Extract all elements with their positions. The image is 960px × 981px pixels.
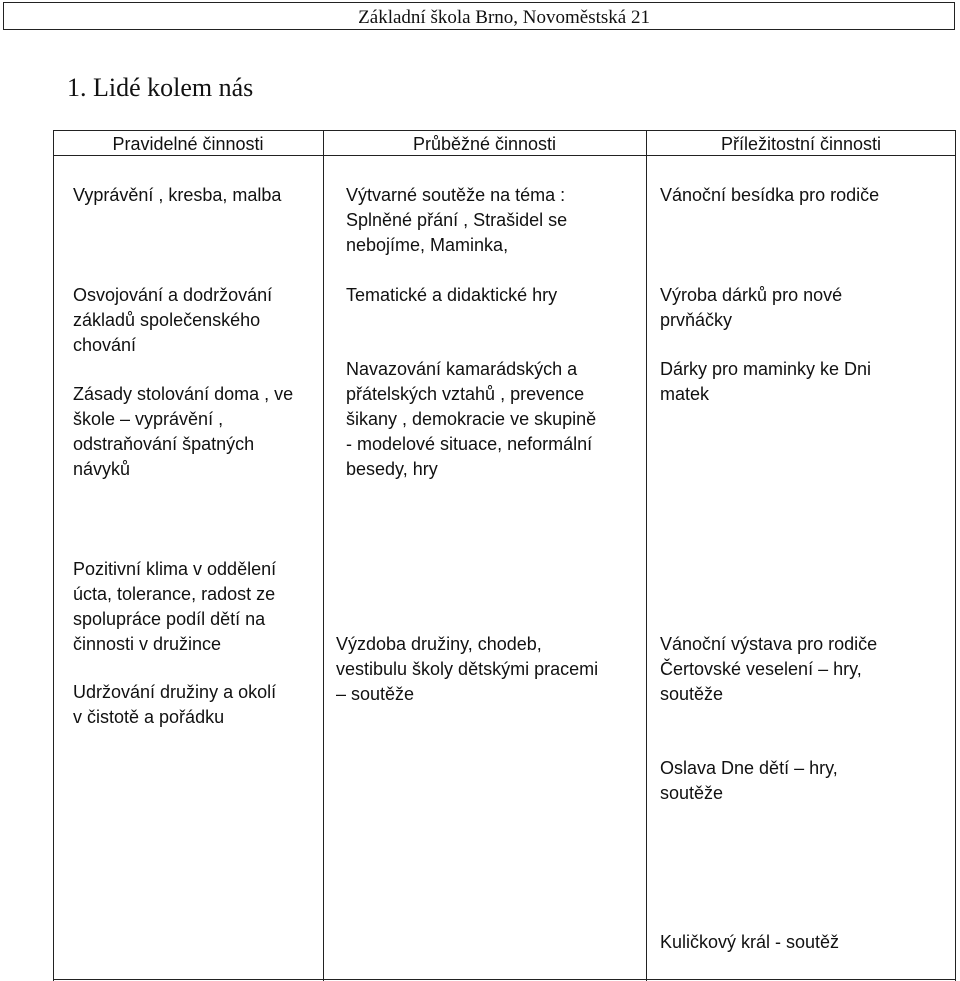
- table-cell: [73, 680, 276, 730]
- cell-line: přátelských vztahů , prevence: [346, 384, 585, 404]
- table-cell: [73, 183, 281, 208]
- cell-line: Zásady stolování doma , ve: [73, 384, 294, 404]
- cell-line: besedy, hry: [346, 459, 438, 479]
- cell-line: Vyprávění , kresba, malba: [73, 185, 282, 205]
- cell-line: činnosti v družince: [73, 634, 222, 654]
- cell-line: Výroba dárků pro nové: [660, 285, 843, 305]
- cell-line: Splněné přání , Strašidel se: [346, 210, 568, 230]
- table-cell: [73, 557, 276, 657]
- cell-line: Čertovské veselení – hry,: [660, 659, 862, 679]
- table-cell: [660, 183, 879, 208]
- column-divider: [323, 130, 324, 981]
- table-cell: [660, 632, 877, 707]
- table-cell: [346, 357, 596, 482]
- column-header-ongoing: Průběžné činnosti: [412, 134, 557, 154]
- table-cell: [73, 283, 272, 358]
- cell-line: škole – vyprávění ,: [73, 409, 224, 429]
- cell-line: Pozitivní klima v oddělení: [73, 559, 277, 579]
- column-divider: [646, 130, 647, 981]
- cell-line: spolupráce podíl dětí na: [73, 609, 266, 629]
- cell-line: – soutěže: [336, 684, 415, 704]
- cell-line: soutěže: [660, 684, 724, 704]
- cell-line: chování: [73, 335, 137, 355]
- section-title: 1. Lidé kolem nás: [67, 73, 254, 102]
- table-cell: [336, 632, 598, 707]
- cell-line: nebojíme, Maminka,: [346, 235, 509, 255]
- cell-line: vestibulu školy dětskými pracemi: [336, 659, 599, 679]
- cell-line: Tematické a didaktické hry: [346, 285, 558, 305]
- cell-line: Navazování kamarádských a: [346, 359, 578, 379]
- cell-line: Dárky pro maminky ke Dni: [660, 359, 872, 379]
- cell-line: Kuličkový král - soutěž: [660, 932, 840, 952]
- cell-line: - modelové situace, neformální: [346, 434, 593, 454]
- table-bottom-border: [53, 979, 956, 980]
- cell-line: návyků: [73, 459, 131, 479]
- table-header-divider: [53, 155, 956, 156]
- cell-line: Výtvarné soutěže na téma :: [346, 185, 566, 205]
- cell-line: soutěže: [660, 783, 724, 803]
- cell-line: odstraňování špatných: [73, 434, 255, 454]
- table-cell: [346, 183, 567, 258]
- table-cell: [660, 357, 871, 407]
- cell-line: Vánoční výstava pro rodiče: [660, 634, 878, 654]
- school-header: [3, 2, 955, 30]
- cell-line: šikany , demokracie ve skupině: [346, 409, 597, 429]
- table-cell: [346, 283, 557, 308]
- cell-line: základů společenského: [73, 310, 261, 330]
- cell-line: v čistotě a pořádku: [73, 707, 225, 727]
- column-header-regular: Pravidelné činnosti: [112, 134, 264, 154]
- column-header-occasional: Příležitostní činnosti: [720, 134, 882, 154]
- cell-line: matek: [660, 384, 710, 404]
- table-cell: [660, 756, 838, 806]
- table-cell: [660, 283, 842, 333]
- cell-line: Udržování družiny a okolí: [73, 682, 277, 702]
- cell-line: Oslava Dne dětí – hry,: [660, 758, 838, 778]
- cell-line: Výzdoba družiny, chodeb,: [336, 634, 542, 654]
- cell-line: Vánoční besídka pro rodiče: [660, 185, 880, 205]
- table-cell: [660, 930, 839, 955]
- cell-line: prvňáčky: [660, 310, 733, 330]
- cell-line: Osvojování a dodržování: [73, 285, 273, 305]
- cell-line: úcta, tolerance, radost ze: [73, 584, 276, 604]
- school-name: Základní škola Brno, Novoměstská 21: [358, 7, 650, 28]
- table-cell: [73, 382, 293, 482]
